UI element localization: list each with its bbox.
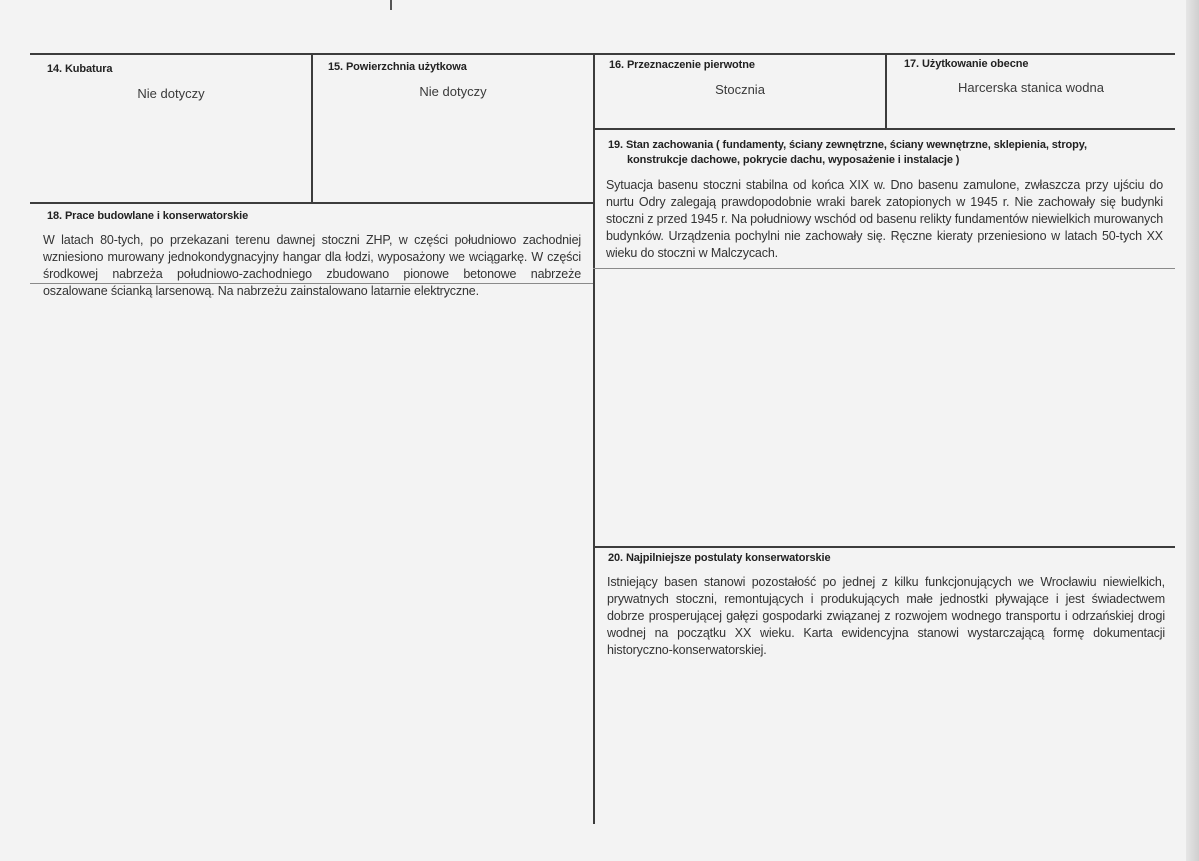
kubatura-label: 14. Kubatura [47, 63, 113, 75]
faint-line-19 [593, 268, 1175, 269]
rule-under-16-17 [593, 128, 1175, 130]
prace-text: W latach 80-tych, po przekazani terenu dawnej stoczni ZHP, w części południowo zachodniej wzniesiono murowany jednokondygnacyjny hangar dla łodzi, wyposażony we wciągarkę. W części środkowej nabrzeża południowo-zachodniego zbudowano pionowe betonowe nabrzeże oszalowane ścianką larsenową. Na nabrzeżu zainstalowano latarnie elektryczne. [43, 233, 581, 298]
divider-14-15 [311, 53, 313, 203]
top-rule [30, 53, 1175, 55]
top-tick-mark [390, 0, 392, 10]
przeznaczenie-value: Stocznia [715, 82, 765, 97]
kubatura-value: Nie dotyczy [137, 86, 205, 101]
powierzchnia-label: 15. Powierzchnia użytkowa [328, 61, 467, 73]
powierzchnia-value: Nie dotyczy [419, 84, 487, 99]
uzytkowanie-value: Harcerska stanica wodna [958, 80, 1104, 95]
postulaty-label: 20. Najpilniejsze postulaty konserwatorskie [608, 552, 831, 564]
rule-under-14-15 [30, 202, 593, 204]
stan-label-line1: 19. Stan zachowania ( fundamenty, ściany zewnętrzne, ściany wewnętrzne, sklepienia, stropy, [608, 139, 1087, 151]
stan-text: Sytuacja basenu stoczni stabilna od końca XIX w. Dno basenu zamulone, zwłaszcza przy ujściu do nurtu Odry zalegają prawdopodobnie wraki barek zatopionych w 1945 r. Nie zachowały się budynki stoczni z przed 1945 r. Na południowy wschód od basenu relikty fundamentów niewielkich murowanych budynków. Urządzenia pochylni nie zachowały się. Ręczne kieraty przeniesiono w latach 50-tych XX wieku do stoczni w Malczycach. [606, 178, 1163, 260]
postulaty-text: Istniejący basen stanowi pozostałość po jednej z kilku funkcjonujących we Wrocławiu niewielkich, prywatnych stoczni, remontujących i produkujących małe jednostki pływające i jest świadectwem dobrze prosperującej gałęzi gospodarki związanej z rozwojem wodnego transportu i odrzańskiej drogi wodnej na początku XX wieku. Karta ewidencyjna stanowi wystarczającą formę dokumentacji historyczno-konserwatorskiej. [607, 575, 1165, 657]
divider-15-16 [593, 53, 595, 824]
scan-edge-shadow [1186, 0, 1199, 861]
uzytkowanie-label: 17. Użytkowanie obecne [904, 58, 1029, 70]
stan-label-line2: konstrukcje dachowe, pokrycie dachu, wyposażenie i instalacje ) [627, 154, 960, 166]
przeznaczenie-label: 16. Przeznaczenie pierwotne [609, 59, 755, 71]
prace-label: 18. Prace budowlane i konserwatorskie [47, 210, 249, 222]
rule-under-19 [593, 546, 1175, 548]
